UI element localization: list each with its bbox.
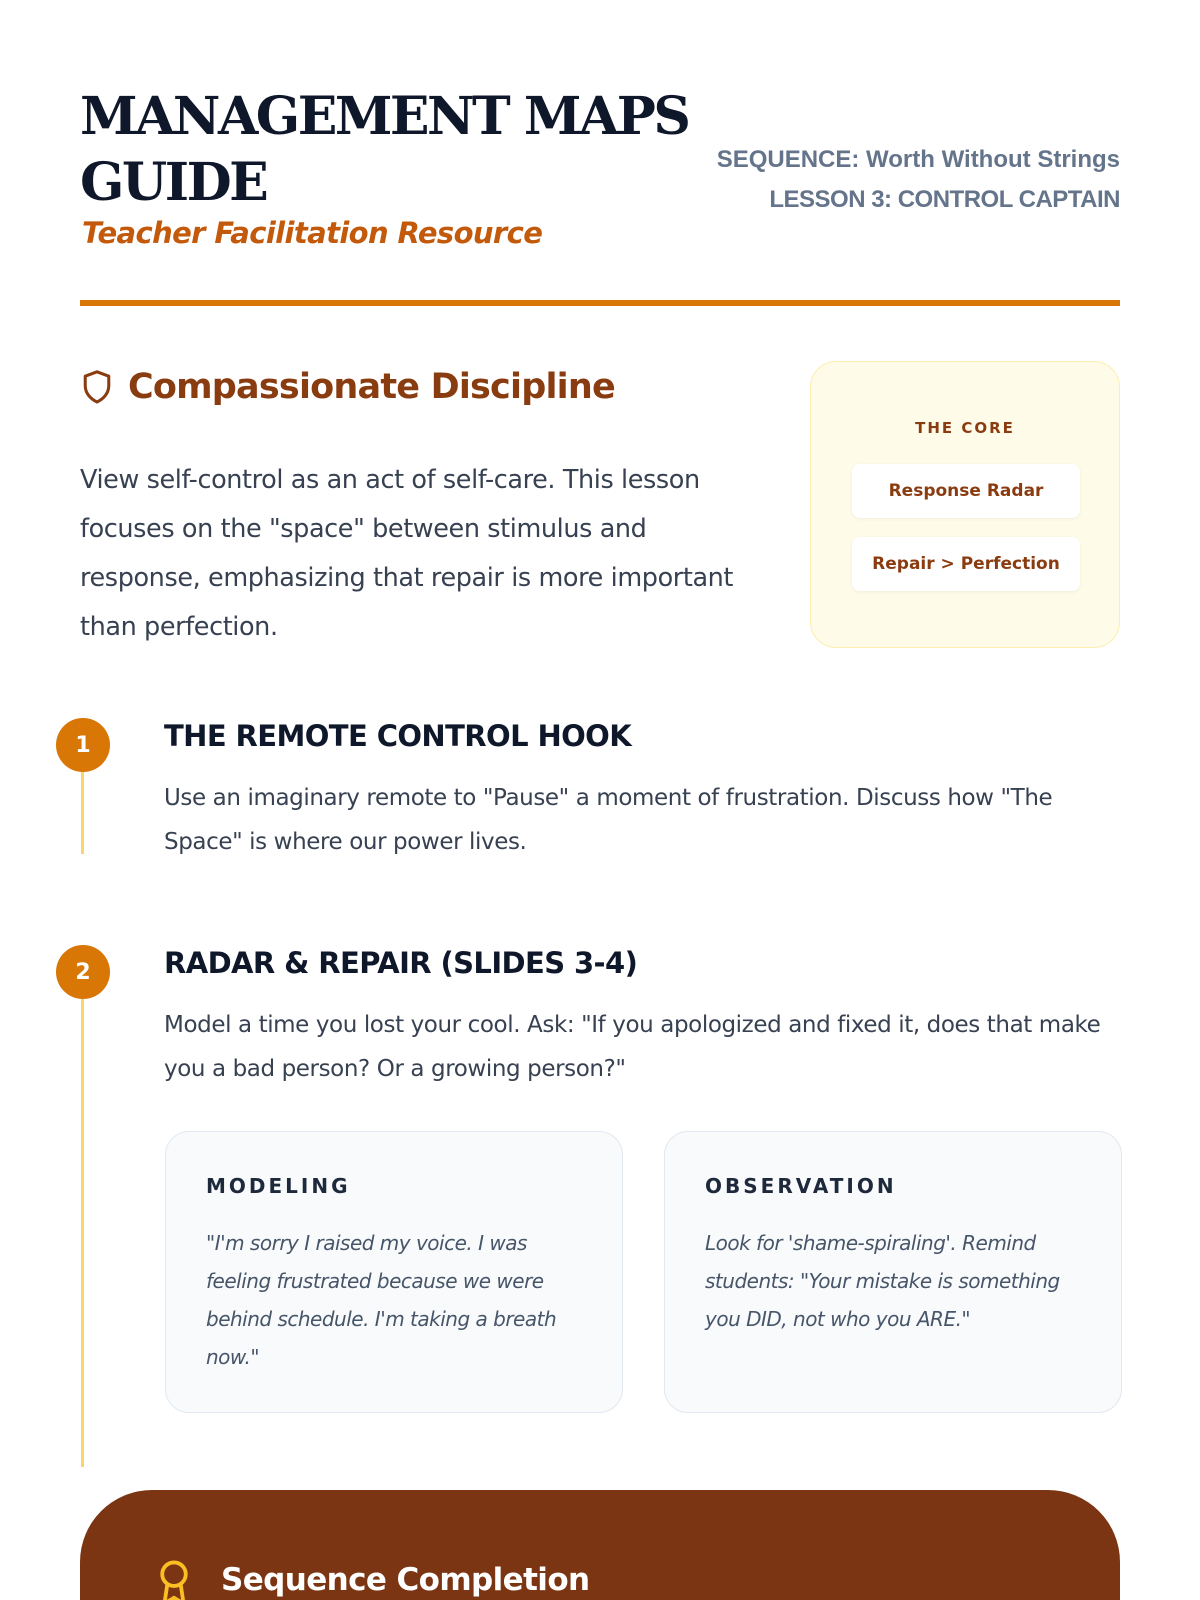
intro-title: Compassionate Discipline <box>128 367 615 407</box>
step-number-badge: 2 <box>56 945 110 999</box>
core-item-repair-perfection: Repair > Perfection <box>852 537 1080 591</box>
intro-text: View self-control as an act of self-care. This lesson focuses on the "space" between stimulus and response, emphasizing that repair is more important than perfection. <box>80 465 734 642</box>
shield-icon <box>80 369 114 405</box>
step-text: Model a time you lost your cool. Ask: "If you apologized and fixed it, does that make you a bad person? Or a growing person?" <box>164 1012 1101 1082</box>
timeline-line <box>81 772 84 854</box>
timeline-line <box>81 999 84 1467</box>
page-subtitle: Teacher Facilitation Resource <box>82 216 543 250</box>
header-divider <box>80 300 1120 306</box>
lesson-meta <box>700 140 1120 220</box>
award-icon <box>156 1558 192 1600</box>
guide-header <box>80 80 1120 306</box>
core-panel <box>810 361 1120 648</box>
card-title: OBSERVATION <box>705 1174 897 1198</box>
step-1 <box>56 718 1120 868</box>
core-label: THE CORE <box>915 419 1015 437</box>
step-2 <box>56 945 1120 1415</box>
card-quote: Look for 'shame-spiraling'. Remind students: "Your mistake is something you DID, not who you ARE." <box>705 1231 1060 1331</box>
step-text: Use an imaginary remote to "Pause" a moment of frustration. Discuss how "The Space" is where our power lives. <box>164 785 1053 855</box>
observation-card <box>664 1131 1122 1413</box>
card-title: MODELING <box>206 1174 351 1198</box>
intro-section <box>80 360 740 652</box>
intro-heading <box>80 360 740 414</box>
core-item-response-radar: Response Radar <box>852 464 1080 518</box>
card-quote: "I'm sorry I raised my voice. I was feeling frustrated because we were behind schedule. I'm taking a breath now." <box>206 1231 557 1369</box>
step-title: THE REMOTE CONTROL HOOK <box>164 719 632 753</box>
lesson-label: LESSON 3: CONTROL CAPTAIN <box>769 186 1120 213</box>
modeling-card <box>165 1131 623 1413</box>
page-title: MANAGEMENT MAPS GUIDE <box>80 86 689 213</box>
sequence-completion-banner <box>80 1490 1120 1600</box>
step-title: RADAR & REPAIR (SLIDES 3-4) <box>164 946 638 980</box>
sequence-label: SEQUENCE: Worth Without Strings <box>716 146 1120 173</box>
completion-title: Sequence Completion <box>221 1562 590 1598</box>
step-number-badge: 1 <box>56 718 110 772</box>
